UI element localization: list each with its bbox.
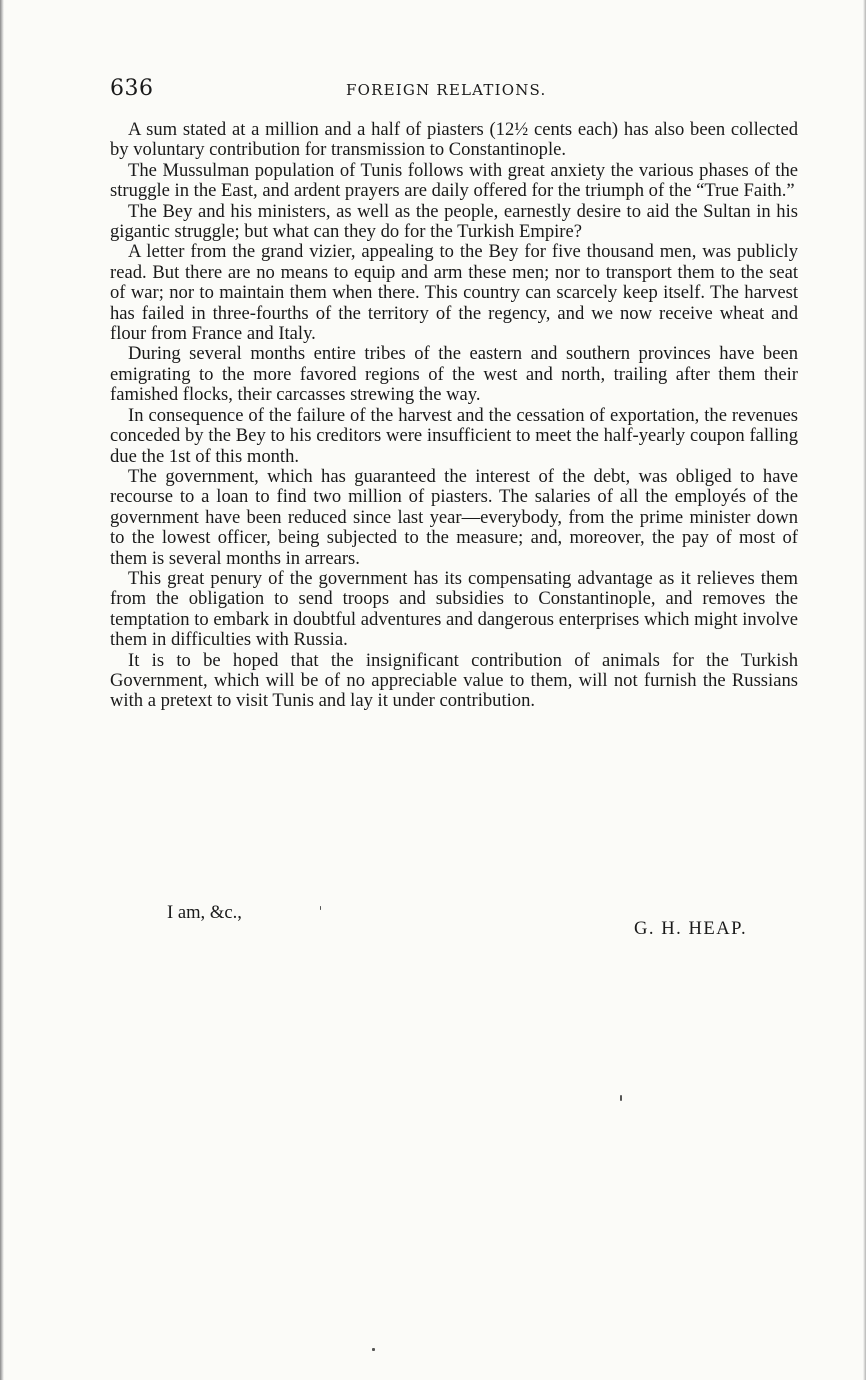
print-speck: [372, 1348, 375, 1351]
page-edge-left: [0, 0, 4, 1380]
paragraph: The Bey and his ministers, as well as the people, earnestly desire to aid the Sultan in his gigantic struggle; but what can they do for the Turkish Empire?: [110, 200, 798, 243]
running-head: FOREIGN RELATIONS.: [346, 81, 547, 99]
paragraph: A sum stated at a million and a half of piasters (12½ cents each) has also been collected by voluntary contribution for transmission to Constantinople.: [110, 119, 798, 161]
paragraph: This great penury of the government has its compensating advantage as it relieves them from the obligation to send troops and subsidies to Constantinople, and removes the temptation to embark in doubtful adventures and dangerous enterprises which might involve them in difficulties with Russia.: [110, 567, 798, 651]
paragraph: The government, which has guaranteed the interest of the debt, was obliged to have recourse to a loan to find two million of piasters. The salaries of all the employés of the government have been reduced since last year—everybody, from the prime minister down to the lowest officer, being subjected to the measure; and, moreover, the pay of most of them is several months in arrears.: [110, 465, 798, 569]
paragraph: The Mussulman population of Tunis follows with great anxiety the various phases of the struggle in the East, and ardent prayers are daily offered for the triumph of the “True Faith.”: [110, 159, 798, 202]
paragraph: It is to be hoped that the insignificant contribution of animals for the Turkish Government, which will be of no appreciable value to them, will not furnish the Russians with a pretext to visit Tunis and lay it under contribution.: [110, 649, 798, 712]
signature: G. H. HEAP.: [634, 918, 748, 939]
letter-body: [110, 120, 798, 712]
paragraph: In consequence of the failure of the harvest and the cessation of exportation, the revenues conceded by the Bey to his creditors were insufficient to meet the half-yearly coupon falling due the 1st of this month.: [110, 404, 798, 467]
closing-salutation: I am, &c.,: [167, 902, 242, 923]
page-number: 636: [110, 76, 154, 101]
print-speck: [320, 906, 321, 910]
print-speck: [620, 1095, 622, 1101]
page-header: [110, 76, 800, 104]
paragraph: During several months entire tribes of the eastern and southern provinces have been emigrating to the more favored regions of the west and north, trailing after them their famished flocks, their carcasses strewing the way.: [110, 343, 798, 406]
paragraph: A letter from the grand vizier, appealing to the Bey for five thousand men, was publicly read. But there are no means to equip and arm these men; nor to transport them to the seat of war; nor to maintain them when there. This country can scarcely keep itself. The harvest has failed in three-fourths of the territory of the regency, and we now receive wheat and flour from France and Italy.: [110, 241, 798, 345]
